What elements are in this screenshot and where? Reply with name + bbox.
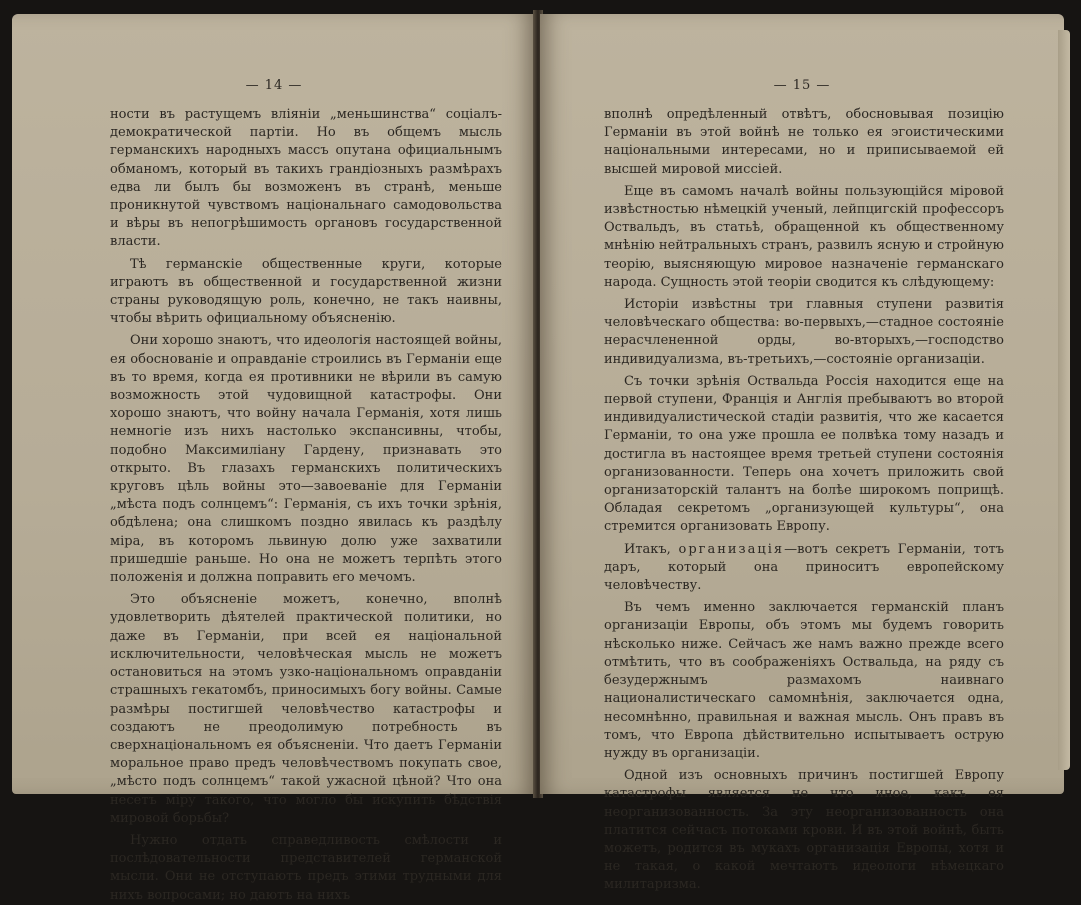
- right-page-text: [604, 106, 1004, 895]
- paragraph: Они хорошо знаютъ, что идеологія настоящей войны, ея обоснованіе и оправданіе строились въ Германіи еще въ то время, когда ея противники не вѣрили въ самую возможность этой чудовищной катастрофы. Они хорошо знаютъ, что войну начала Германія, хотя лишь немногіе изъ нихъ настолько экспансивны, чтобы, подобно Максимиліану Гардену, признавать это открыто. Въ глазахъ германскихъ политическихъ круговъ цѣль войны это—завоеваніе для Германіи „мѣста подъ солнцемъ“: Германія, съ ихъ точки зрѣнія, обдѣлена; она слишкомъ поздно явилась къ раздѣлу міра, въ которомъ львиную долю уже захватили пришедшіе раньше. Но она не можетъ терпѣть этого положенія и должна поправить его мечомъ.: [110, 333, 502, 586]
- text-run: Итакъ,: [624, 541, 679, 557]
- text-run: —вотъ секретъ Германіи, тотъ даръ, который она приноситъ европейскому человѣчеству.: [604, 541, 1004, 594]
- paragraph: [604, 541, 1004, 596]
- paragraph: Одной изъ основныхъ причинъ постигшей Европу катастрофы является не что иное, какъ ея неорганизованность. За эту неорганизованность она платится сейчасъ потоками крови. И въ этой войнѣ, быть можетъ, родится въ мукахъ организація Европы, хотя и не такая, о какой мечтаютъ идеологи нѣмецкаго милитаризма.: [604, 768, 1004, 893]
- emphasized-word: организація: [678, 541, 785, 557]
- paragraph: Нужно отдать справедливость смѣлости и послѣдовательности представителей германской мысли. Они не отступаютъ предъ этими трудными для нихъ вопросами; но даютъ на нихъ: [110, 832, 502, 903]
- paragraph: вполнѣ опредѣленный отвѣтъ, обосновывая позицію Германіи въ этой войнѣ не только ея эгоистическими національными интересами, но и приписываемой ей высшей мировой миссіей.: [604, 107, 1004, 177]
- paragraph: Это объясненіе можетъ, конечно, вполнѣ удовлетворить дѣятелей практической политики, но даже въ Германіи, при всей ея національной исключительности, человѣческая мысль не можетъ остановиться на этомъ узко-національномъ оправданіи страшныхъ гекатомбъ, приносимыхъ богу войны. Самые размѣры постигшей человѣчество катастрофы и создаютъ не преодолимую потребность въ сверхнаціональномъ ея объясненіи. Что даетъ Германіи моральное право предъ человѣчествомъ покупать свое, „мѣсто подъ солнцемъ“ такой ужасной цѣной? Что она несетъ міру такого, что могло бы искупить бѣдствія мировой борьбы?: [110, 592, 502, 826]
- page-number-right: — 15 —: [773, 78, 831, 93]
- paragraph: Въ чемъ именно заключается германскій планъ организаціи Европы, объ этомъ мы будемъ говорить нѣсколько ниже. Сейчасъ же намъ важно прежде всего отмѣтить, что въ соображеніяхъ Оствальда, на ряду съ безудержнымъ размахомъ наивнаго националистическаго самомнѣнія, заключается одна, несомнѣнно, правильная и важная мысль. Онъ правъ въ томъ, что Европа дѣйствительно испытываетъ острую нужду въ организаціи.: [604, 600, 1004, 761]
- left-page-text: [110, 106, 502, 905]
- paragraph: Съ точки зрѣнія Оствальда Россія находится еще на первой ступени, Франція и Англія пребываютъ во второй индивидуалистической стадіи развитія, что же касается Германіи, то она уже прошла ее полвѣка тому назадъ и достигла въ настоящее время третьей ступени состоянія организованности. Теперь она хочетъ приложить свой организаторскій талантъ на болѣе широкомъ поприщѣ. Обладая секретомъ „организующей культуры“, она стремится организовать Европу.: [604, 373, 1004, 535]
- paragraph: Исторіи извѣстны три главныя ступени развитія человѣческаго общества: во-первыхъ,—стадное состояніе нерасчлененной орды, во-вторыхъ,—господство индивидуализма, въ-третьихъ,—состояніе организаціи.: [604, 297, 1004, 367]
- page-edge: [1058, 30, 1070, 770]
- page-number-left: — 14 —: [245, 78, 303, 93]
- paragraph: Тѣ германскіе общественные круги, которые играютъ въ общественной и государственной жизни страны руководящую роль, конечно, не такъ наивны, чтобы вѣрить официальному объясненію.: [110, 256, 502, 327]
- paragraph: Еще въ самомъ началѣ войны пользующійся міровой извѣстностью нѣмецкій ученый, лейпцигскій профессоръ Оствальдъ, въ статьѣ, обращенной къ общественному мнѣнію нейтральныхъ странъ, развилъ ясную и стройную теорію, выясняющую мировое назначеніе германскаго народа. Сущность этой теоріи сводится къ слѣдующему:: [604, 183, 1004, 290]
- left-page: [12, 14, 536, 903]
- right-page: [540, 14, 1064, 893]
- paragraph: ности въ растущемъ вліяніи „меньшинства“ соціалъ-демократической партіи. Но въ общемъ мысль германскихъ народныхъ массъ опутана официальнымъ обманомъ, который въ такихъ грандіозныхъ размѣрахъ едва ли былъ бы возможенъ въ странѣ, меньше проникнутой чувствомъ національнаго самодовольства и вѣры въ непогрѣшимость органовъ государственной власти.: [110, 107, 502, 250]
